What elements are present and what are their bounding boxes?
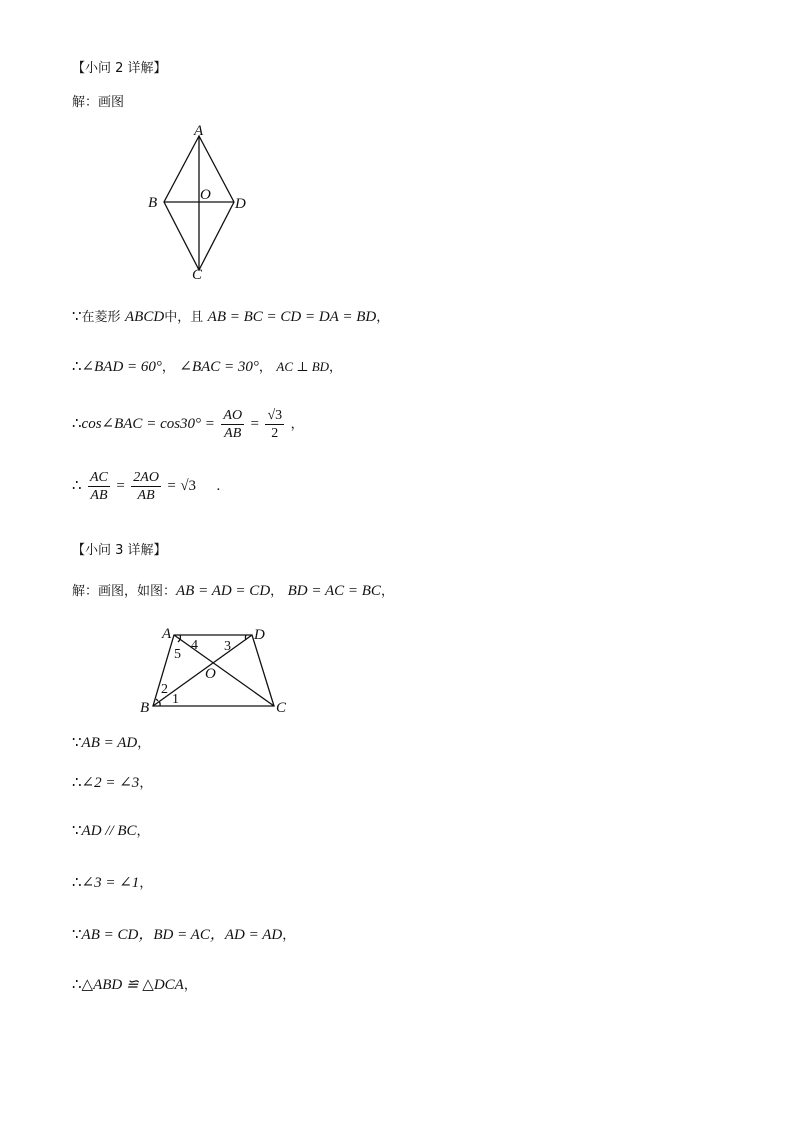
equation: ∠2 = ∠3 xyxy=(81,775,140,791)
punct: ， xyxy=(139,776,153,791)
rhombus-lines xyxy=(164,136,234,270)
equation: ∠BAC = 30° xyxy=(179,359,259,375)
label-b: B xyxy=(148,195,158,211)
label-d: D xyxy=(254,627,265,643)
equation: AD // BC xyxy=(81,823,137,839)
angle-label-3: 3 xyxy=(224,639,231,654)
equation: AB = AD = CD xyxy=(176,583,271,599)
fraction-ao-ab xyxy=(221,407,244,442)
fraction-ac-ab xyxy=(88,469,110,504)
label-o: O xyxy=(200,187,211,203)
punct: ， xyxy=(258,360,272,375)
punct: ， xyxy=(136,824,150,839)
q2-intro: 解：画图 xyxy=(72,95,125,110)
label-c: C xyxy=(276,700,287,716)
denominator: AB xyxy=(224,425,242,441)
therefore-symbol: ∴ xyxy=(72,775,82,791)
equation: AC ⊥ BD xyxy=(276,359,330,374)
punct: ， xyxy=(290,417,304,432)
equals: = xyxy=(167,478,176,494)
because-symbol: ∵ xyxy=(72,735,82,751)
rhombus-name: ABCD xyxy=(125,309,165,325)
numerator: 2AO xyxy=(133,469,159,485)
label-c: C xyxy=(192,267,203,283)
punct: ， xyxy=(139,876,153,891)
rhombus-figure xyxy=(140,122,260,284)
text: 中，且 xyxy=(164,310,204,325)
equation: AB = CD，BD = AC，AD = AD xyxy=(81,927,283,943)
punct: ， xyxy=(161,360,175,375)
equation: ∠BAD = 60° xyxy=(81,359,162,375)
text: 解：画图，如图： xyxy=(72,584,177,599)
denominator: AB xyxy=(137,487,155,503)
q3-step-5 xyxy=(72,926,295,945)
label-a: A xyxy=(194,123,204,139)
equation: △ABD ≌ △DCA xyxy=(81,977,184,993)
because-symbol: ∵ xyxy=(72,309,82,325)
q3-intro xyxy=(72,582,394,601)
section-header-q3: 【小问 3 详解】 xyxy=(72,543,167,558)
numerator: AC xyxy=(90,469,108,485)
equation: AB = BC = CD = DA = BD xyxy=(207,309,377,325)
numerator: AO xyxy=(223,407,243,423)
q2-line-3 xyxy=(72,404,304,445)
therefore-symbol: ∴ xyxy=(72,416,82,432)
equals: = xyxy=(116,478,125,494)
punct: ， xyxy=(329,360,343,375)
section-header-q2: 【小问 2 详解】 xyxy=(72,61,167,76)
punct: ， xyxy=(380,584,394,599)
q2-line-2 xyxy=(72,358,342,377)
fraction-sqrt3-2 xyxy=(265,407,284,442)
therefore-symbol: ∴ xyxy=(72,875,82,891)
equation: AB = AD xyxy=(81,735,138,751)
angle-label-1: 1 xyxy=(172,692,179,707)
equation: ∠3 = ∠1 xyxy=(81,875,140,891)
equation: cos∠BAC = cos30° = xyxy=(81,416,215,432)
fraction-2ao-ab xyxy=(131,469,161,504)
label-o: O xyxy=(205,666,216,682)
denominator: AB xyxy=(90,487,108,503)
punct: ， xyxy=(183,978,197,993)
therefore-symbol: ∴ xyxy=(72,977,82,993)
because-symbol: ∵ xyxy=(72,823,82,839)
label-d: D xyxy=(235,196,246,212)
punct: . xyxy=(216,478,221,494)
punct: ， xyxy=(282,928,296,943)
punct: ， xyxy=(137,736,151,751)
angle-arc-b2 xyxy=(156,699,158,701)
q3-step-2 xyxy=(72,774,152,793)
label-a: A xyxy=(162,626,172,642)
therefore-symbol: ∴ xyxy=(72,359,82,375)
because-symbol: ∵ xyxy=(72,927,82,943)
equals: = xyxy=(250,416,259,432)
angle-label-5: 5 xyxy=(174,647,181,662)
therefore-symbol: ∴ xyxy=(72,478,82,494)
q3-step-1 xyxy=(72,734,150,753)
q2-line-1 xyxy=(72,308,389,327)
numerator: √3 xyxy=(267,407,283,423)
angle-label-4: 4 xyxy=(191,638,198,653)
equation: BD = AC = BC xyxy=(287,583,381,599)
q3-step-4 xyxy=(72,874,152,893)
text: 在菱形 xyxy=(81,310,121,325)
punct: ， xyxy=(270,584,284,599)
q3-step-3 xyxy=(72,822,150,841)
q2-line-4 xyxy=(72,466,220,506)
denominator: 2 xyxy=(271,425,279,441)
q3-step-6 xyxy=(72,976,197,995)
angle-arc-d xyxy=(245,635,246,640)
label-b: B xyxy=(140,700,150,716)
angle-label-2: 2 xyxy=(161,682,168,697)
angle-arc-b1 xyxy=(159,701,160,706)
trapezoid-figure xyxy=(130,622,300,718)
punct: ， xyxy=(376,310,390,325)
sqrt-3: √3 xyxy=(180,478,197,494)
